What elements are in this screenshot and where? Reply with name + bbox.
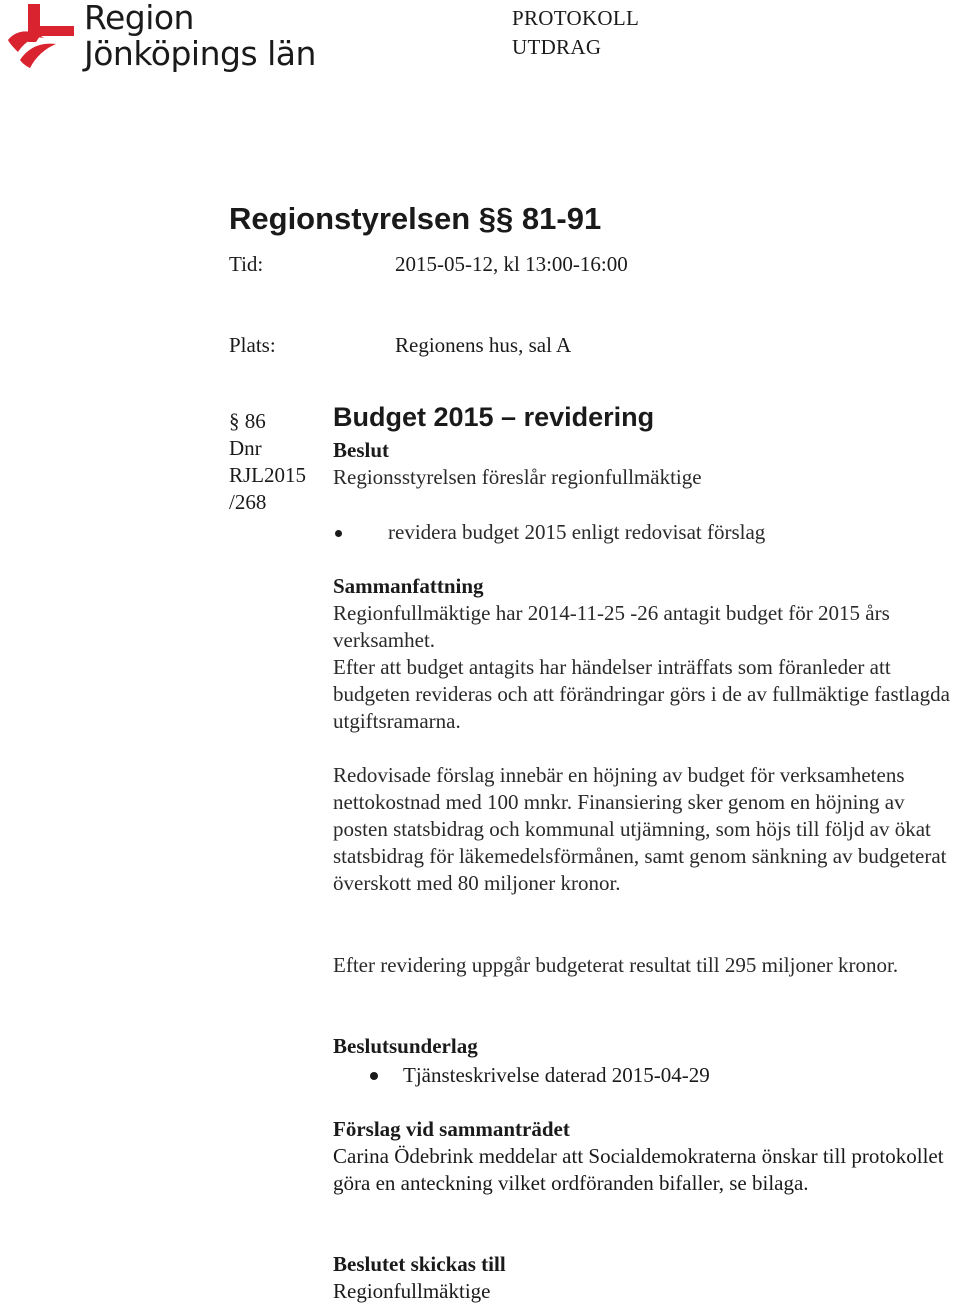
tid-value: 2015-05-12, kl 13:00-16:00: [395, 252, 628, 276]
dnr-value-line-2: /268: [229, 490, 267, 514]
summary-heading: Sammanfattning: [333, 574, 484, 598]
forslag-text: Carina Ödebrink meddelar att Socialdemokraterna önskar till protokollet göra en anteckning vilket ordföranden bifaller, se bilaga.: [333, 1144, 944, 1195]
summary-paragraph-2: Efter att budget antagits har händelser inträffats som föranleder att budgeten revideras och att förändringar görs i de av fullmäktige fastlagda utgiftsramarna.: [333, 655, 950, 733]
dnr-label: Dnr: [229, 436, 262, 460]
summary-paragraph-4: Efter revidering uppgår budgeterat resultat till 295 miljoner kronor.: [333, 953, 899, 977]
paragraph-number: § 86: [229, 409, 266, 433]
logo-text-region: Region: [84, 0, 194, 37]
logo-text-county: Jönköpings län: [84, 34, 316, 73]
plats-label: Plats:: [229, 333, 276, 357]
dnr-value-line-1: RJL2015: [229, 463, 307, 487]
underlag-heading: Beslutsunderlag: [333, 1034, 478, 1058]
beslut-intro: Regionsstyrelsen föreslår regionfullmäktige: [333, 465, 702, 489]
tid-label: Tid:: [229, 252, 264, 276]
beslut-heading: Beslut: [333, 438, 390, 462]
page-title: Regionstyrelsen §§ 81-91: [229, 201, 602, 236]
forslag-heading: Förslag vid sammanträdet: [333, 1117, 570, 1141]
bullet-icon: [370, 1072, 378, 1080]
skickas-heading: Beslutet skickas till: [333, 1252, 506, 1276]
doc-type-protokoll: PROTOKOLL: [512, 6, 640, 30]
bullet-icon: [335, 530, 342, 537]
skickas-value: Regionfullmäktige: [333, 1279, 491, 1303]
underlag-bullet-text: Tjänsteskrivelse daterad 2015-04-29: [403, 1063, 710, 1087]
plats-value: Regionens hus, sal A: [395, 333, 572, 357]
summary-paragraph-1: Regionfullmäktige har 2014-11-25 -26 antagit budget för 2015 års verksamhet.: [333, 601, 890, 652]
item-title: Budget 2015 – revidering: [333, 402, 655, 432]
doc-type-utdrag: UTDRAG: [512, 35, 602, 59]
beslut-bullet-text: revidera budget 2015 enligt redovisat förslag: [388, 520, 766, 544]
region-cross-logo-icon: [6, 0, 86, 72]
region-logo: [6, 0, 316, 80]
summary-paragraph-3: Redovisade förslag innebär en höjning av budget för verksamhetens nettokostnad med 100 mnkr. Finansiering sker genom en höjning av posten statsbidrag och kommunal utjämning, som höjs till följd av ökat statsbidrag för läkemedelsförmånen, samt genom sänkning av budgeterat överskott med 80 miljoner kronor.: [333, 763, 947, 895]
